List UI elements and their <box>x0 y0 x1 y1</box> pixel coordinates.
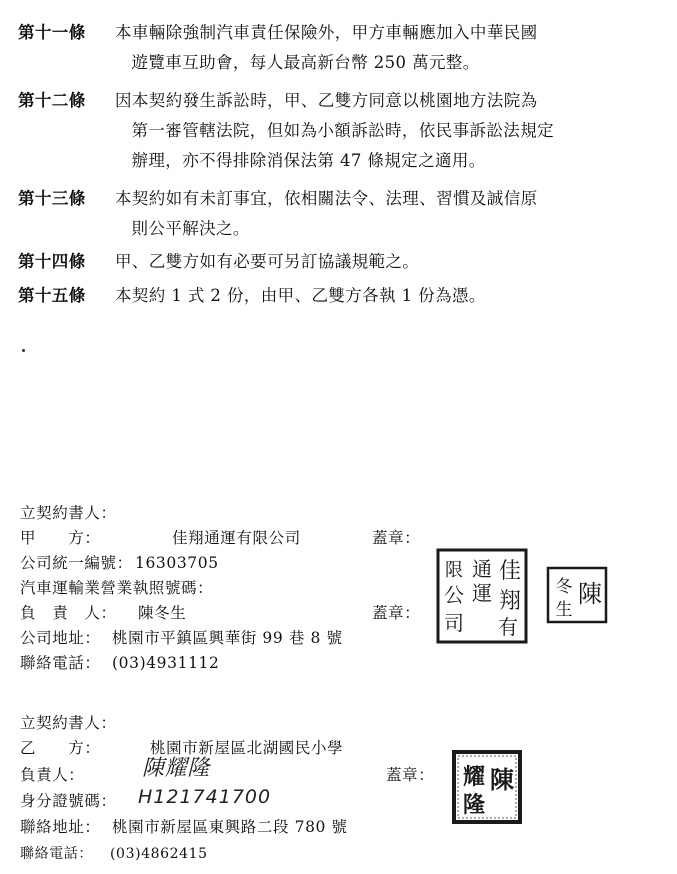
party-a-address-label: 公司地址： <box>20 629 101 647</box>
party-a-phone-label: 聯絡電話： <box>20 654 101 672</box>
tax-id-value: 16303705 <box>135 554 219 572</box>
article-line: 則公平解決之。 <box>131 219 250 238</box>
article-number: 第十一條 <box>18 23 86 42</box>
rep-a-seal <box>546 566 608 624</box>
party-a-block <box>20 502 440 692</box>
party-a-rep: 陳冬生 <box>138 604 187 622</box>
party-b-id-label: 身分證號碼： <box>20 792 117 810</box>
seal-char: 運 <box>472 581 492 605</box>
license-label: 汽車運輸業營業執照號碼： <box>20 579 214 597</box>
rep-b-seal <box>452 750 522 824</box>
ink-speck <box>22 349 25 352</box>
seal-char: 通 <box>472 557 492 581</box>
article-line: 因本契約發生訴訟時，甲、乙雙方同意以桃園地方法院為 <box>115 91 538 110</box>
party-b-address: 桃園市新屋區東興路二段 780 號 <box>112 818 348 836</box>
party-b-id: H121741700 <box>138 786 272 808</box>
party-b-rep-label: 負責人： <box>20 766 85 784</box>
signatory-heading: 立契約書人： <box>20 714 117 732</box>
party-b-phone: (03)4862415 <box>110 846 208 862</box>
article-number: 第十四條 <box>18 252 86 271</box>
article-line: 本契約如有未訂事宜，依相關法令、法理、習慣及誠信原 <box>115 189 538 208</box>
company-seal <box>436 548 528 644</box>
seal-char: 有 <box>498 615 518 639</box>
article-number: 第十二條 <box>18 91 86 110</box>
party-a-phone: (03)4931112 <box>112 654 220 672</box>
article-line: 本車輛除強制汽車責任保險外，甲方車輛應加入中華民國 <box>115 23 538 42</box>
party-a-stamp-label: 蓋章： <box>372 529 421 547</box>
party-a-company: 佳翔通運有限公司 <box>172 529 301 547</box>
signatory-heading: 立契約書人： <box>20 504 117 522</box>
seal-char: 陳 <box>490 765 514 794</box>
party-b-stamp-label: 蓋章： <box>386 766 435 784</box>
article-line: 甲、乙雙方如有必要可另訂協議規範之。 <box>115 252 420 271</box>
seal-char: 生 <box>555 600 573 620</box>
tax-id-label: 公司統一編號： <box>20 554 133 572</box>
party-b-label: 乙 方： <box>20 739 101 757</box>
seal-char: 耀 <box>462 764 486 790</box>
article-line: 遊覽車互助會，每人最高新台幣 250 萬元整。 <box>131 53 480 72</box>
seal-char: 冬 <box>555 577 573 597</box>
party-b-phone-label: 聯絡電話： <box>20 846 93 862</box>
party-a-address: 桃園市平鎮區興華街 99 巷 8 號 <box>112 629 343 647</box>
article-line: 本契約 1 式 2 份，由甲、乙雙方各執 1 份為憑。 <box>115 286 486 305</box>
party-a-rep-label: 負 責 人： <box>20 604 117 622</box>
seal-char: 隆 <box>462 792 486 818</box>
article-line: 第一審管轄法院，但如為小額訴訟時，依民事訴訟法規定 <box>131 121 554 140</box>
article-line: 辦理，亦不得排除消保法第 47 條規定之適用。 <box>131 151 486 170</box>
party-b-name: 桃園市新屋區北湖國民小學 <box>150 739 344 757</box>
seal-char: 公 <box>444 583 464 607</box>
party-a-rep-stamp-label: 蓋章： <box>372 604 421 622</box>
party-b-block <box>20 712 450 867</box>
party-b-address-label: 聯絡地址： <box>20 818 101 836</box>
party-b-rep-signature: 陳耀隆 <box>142 756 210 781</box>
seal-char: 限 <box>445 560 463 581</box>
party-a-label: 甲 方： <box>20 529 101 547</box>
seal-char: 佳 <box>498 559 522 584</box>
seal-char: 陳 <box>578 580 602 608</box>
seal-char: 翔 <box>498 589 522 614</box>
article-number: 第十三條 <box>18 189 86 208</box>
article-number: 第十五條 <box>18 286 86 305</box>
seal-char: 司 <box>444 611 464 635</box>
